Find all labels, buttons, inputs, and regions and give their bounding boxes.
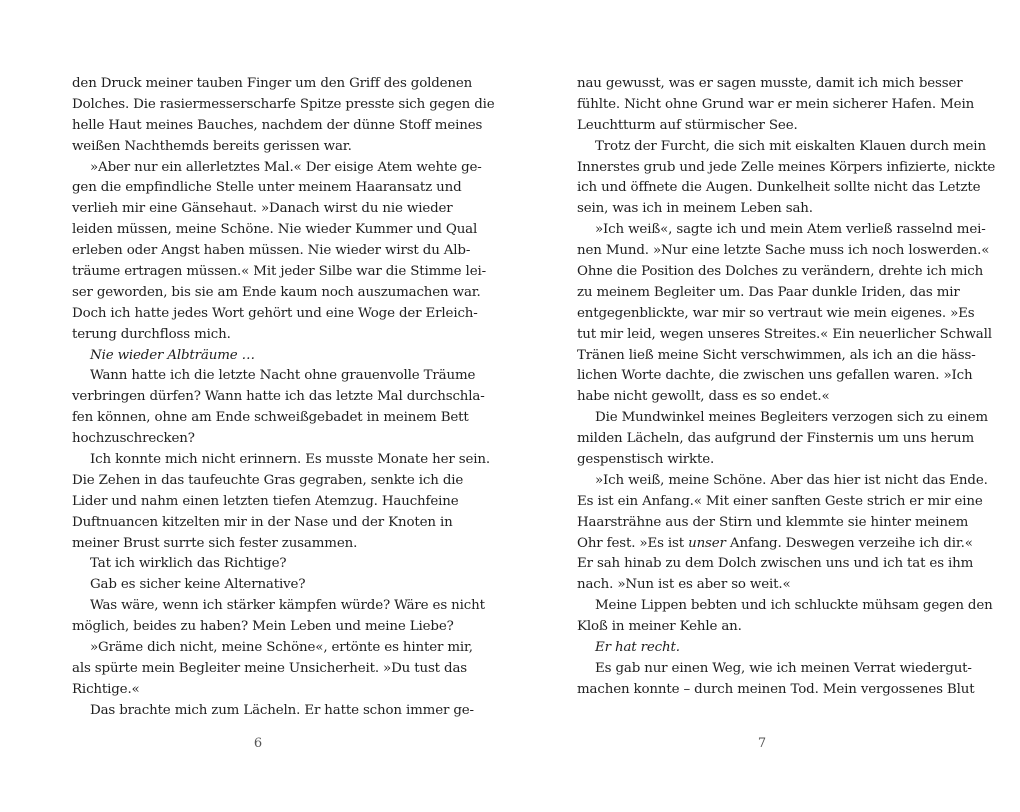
text-line: möglich, beides zu haben? Mein Leben und meine Liebe? (72, 619, 454, 635)
text-line: Lider und nahm einen letzten tiefen Atemzug. Hauchfeine (72, 493, 459, 509)
text-line: meiner Brust surrte sich fester zusammen. (72, 535, 358, 551)
text-line: träume ertragen müssen.« Mit jeder Silbe war die Stimme lei- (72, 264, 486, 280)
text-line: leiden müssen, meine Schöne. Nie wieder Kummer und Qual (72, 222, 478, 238)
text-line: ich und öffnete die Augen. Dunkelheit sollte nicht das Letzte (577, 180, 981, 196)
text-line: gespenstisch wirkte. (577, 452, 715, 468)
text-line: Trotz der Furcht, die sich mit eiskalten Klauen durch mein (595, 138, 986, 154)
text-line: nen Mund. »Nur eine letzte Sache muss ich noch loswerden.« (577, 243, 990, 259)
text-line: erleben oder Angst haben müssen. Nie wieder wirst du Alb- (72, 243, 471, 259)
text-line: Ohr fest. »Es ist unser Anfang. Deswegen verzeihe ich dir.« (577, 535, 973, 551)
text-line: nau gewusst, was er sagen musste, damit ich mich besser (577, 76, 963, 91)
text-line: machen konnte – durch meinen Tod. Mein vergossenes Blut (577, 681, 975, 697)
text-line: Er hat recht. (595, 640, 680, 656)
text-line: den Druck meiner tauben Finger um den Griff des goldenen (72, 76, 473, 91)
text-line: Leuchtturm auf stürmischer See. (577, 117, 798, 133)
text-line: weißen Nachthemds bereits gerissen war. (72, 138, 352, 154)
text-line: hochzuschrecken? (72, 431, 195, 447)
text-line: sein, was ich in meinem Leben sah. (577, 201, 813, 217)
text-line: Kloß in meiner Kehle an. (577, 619, 742, 635)
text-line: Haarsträhne aus der Stirn und klemmte sie hinter meinem (577, 514, 969, 530)
text-line: terung durchfloss mich. (72, 326, 231, 342)
text-line: Die Mundwinkel meines Begleiters verzogen sich zu einem (595, 410, 988, 426)
text-line: verlieh mir eine Gänsehaut. »Danach wirst du nie wieder (72, 201, 453, 217)
text-line: gen die empfindliche Stelle unter meinem Haaransatz und (72, 180, 462, 196)
text-line: lichen Worte dachte, die zwischen uns gefallen waren. »Ich (577, 368, 973, 384)
text-line: ser geworden, bis sie am Ende kaum noch auszumachen war. (72, 284, 481, 300)
left-page (72, 74, 495, 722)
text-line: Meine Lippen bebten und ich schluckte mühsam gegen den (595, 598, 993, 614)
text-line: Ich konnte mich nicht erinnern. Es musste Monate her sein. (90, 452, 490, 468)
text-line: Doch ich hatte jedes Wort gehört und eine Woge der Erleich- (72, 305, 478, 321)
page-number-left: 6 (253, 736, 263, 751)
text-line: Wann hatte ich die letzte Nacht ohne grauenvolle Träume (90, 368, 476, 384)
text-line: Ohne die Position des Dolches zu verändern, drehte ich mich (577, 264, 984, 280)
text-line: Tränen ließ meine Sicht verschwimmen, als ich an die häss- (577, 347, 976, 363)
text-line: Richtige.« (72, 681, 140, 697)
text-line: »Gräme dich nicht, meine Schöne«, ertönte es hinter mir, (90, 640, 473, 656)
text-line: »Ich weiß«, sagte ich und mein Atem verließ rasselnd mei- (595, 222, 986, 238)
text-line: Nie wieder Albträume … (90, 347, 255, 363)
text-line: tut mir leid, wegen unseres Streites.« Ein neuerlicher Schwall (577, 326, 992, 342)
text-line: verbringen dürfen? Wann hatte ich das letzte Mal durchschla- (72, 389, 485, 405)
text-line: Innerstes grub und jede Zelle meines Körpers infizierte, nickte (577, 159, 996, 175)
text-line: zu meinem Begleiter um. Das Paar dunkle Iriden, das mir (577, 284, 960, 300)
text-line: nach. »Nun ist es aber so weit.« (577, 577, 791, 593)
text-line: milden Lächeln, das aufgrund der Finsternis um uns herum (577, 431, 975, 447)
page-number-right: 7 (757, 736, 767, 751)
text-line: Duftnuancen kitzelten mir in der Nase und der Knoten in (72, 514, 453, 530)
text-line: Das brachte mich zum Lächeln. Er hatte schon immer ge- (90, 702, 474, 718)
text-line: fen können, ohne am Ende schweißgebadet in meinem Bett (72, 410, 469, 426)
text-line: Gab es sicher keine Alternative? (90, 577, 306, 593)
text-line: Dolches. Die rasiermesserscharfe Spitze presste sich gegen die (72, 96, 495, 112)
text-line: habe nicht gewollt, dass es so endet.« (577, 389, 830, 405)
text-line: »Aber nur ein allerletztes Mal.« Der eisige Atem wehte ge- (90, 159, 482, 175)
emphasis-word: unser (688, 535, 726, 551)
text-line: fühlte. Nicht ohne Grund war er mein sicherer Hafen. Mein (577, 96, 975, 112)
text-line: Tat ich wirklich das Richtige? (90, 556, 287, 572)
text-line: Was wäre, wenn ich stärker kämpfen würde? Wäre es nicht (90, 598, 485, 614)
text-line: Er sah hinab zu dem Dolch zwischen uns und ich tat es ihm (577, 556, 974, 572)
text-line: entgegenblickte, war mir so vertraut wie mein eigenes. »Es (577, 305, 975, 321)
right-page (577, 74, 996, 701)
text-line: als spürte mein Begleiter meine Unsicherheit. »Du tust das (72, 660, 468, 676)
text-line: Es gab nur einen Weg, wie ich meinen Verrat wiedergut- (595, 660, 972, 676)
text-line: »Ich weiß, meine Schöne. Aber das hier ist nicht das Ende. (595, 472, 988, 488)
text-line: Es ist ein Anfang.« Mit einer sanften Geste strich er mir eine (577, 493, 983, 509)
text-line: helle Haut meines Bauches, nachdem der dünne Stoff meines (72, 117, 483, 133)
text-line: Die Zehen in das taufeuchte Gras gegraben, senkte ich die (72, 472, 464, 488)
